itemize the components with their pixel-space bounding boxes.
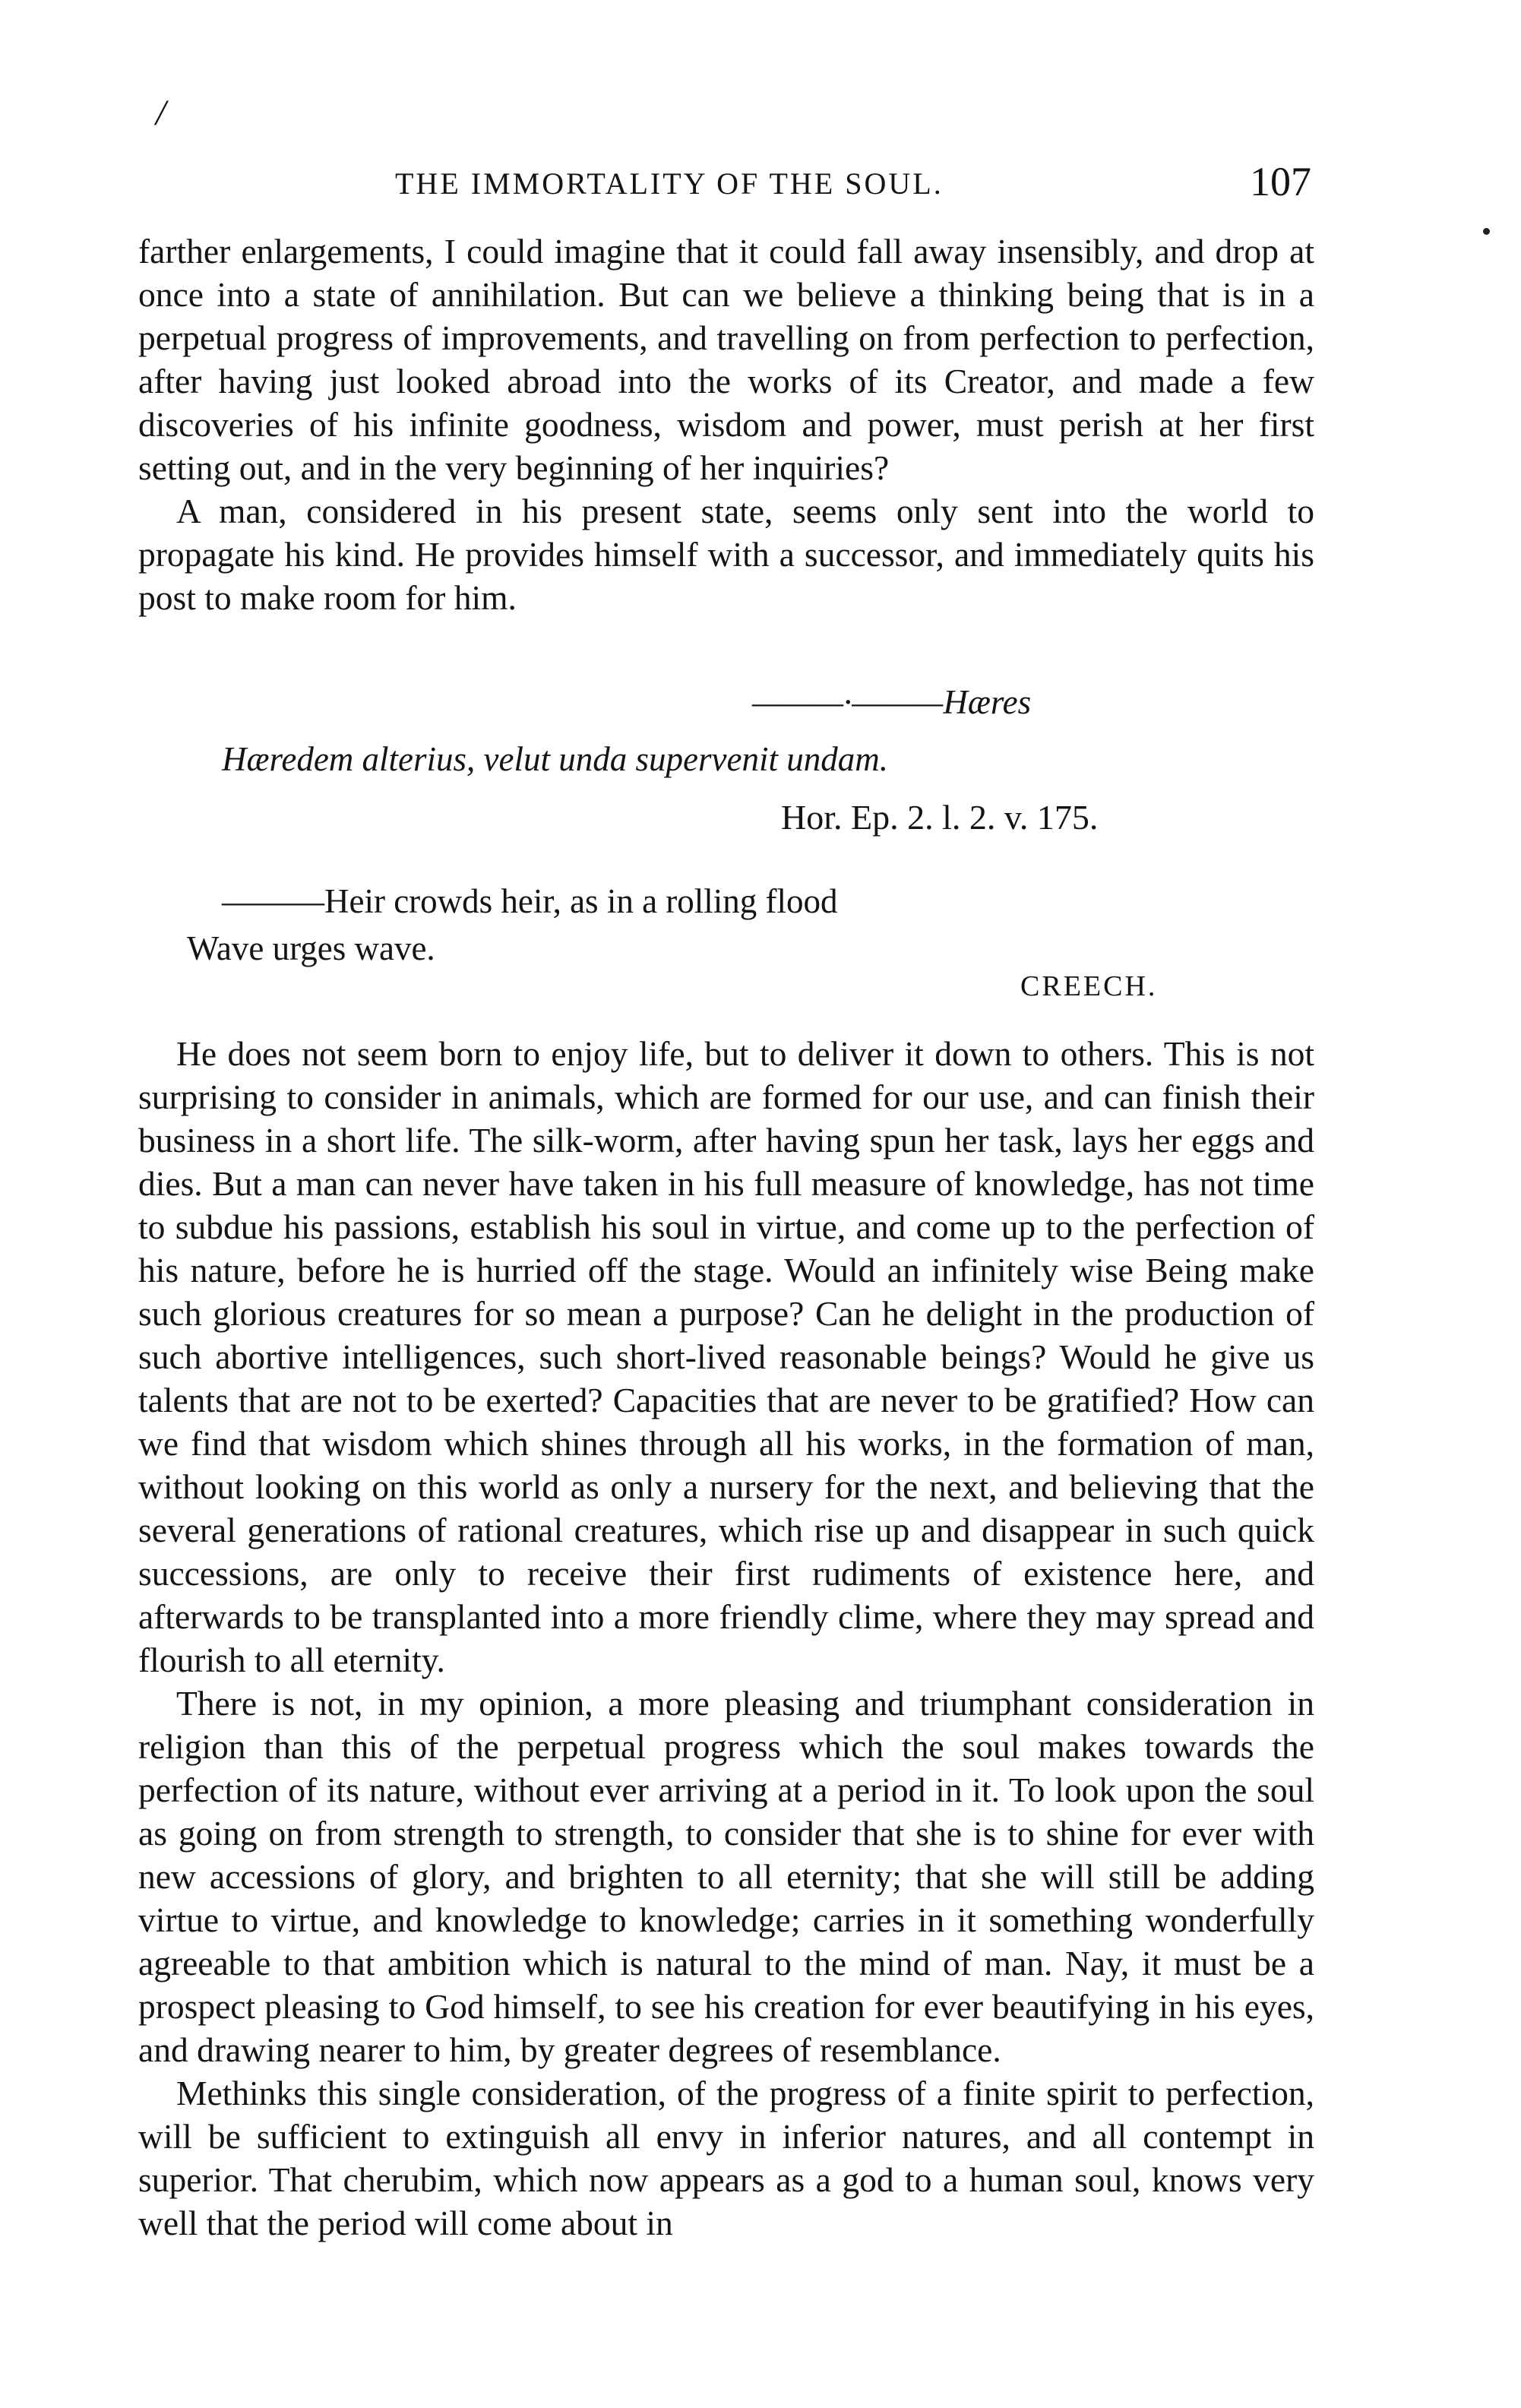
running-title: THE IMMORTALITY OF THE SOUL. bbox=[395, 166, 944, 201]
margin-dot bbox=[1483, 228, 1490, 235]
body-text-before-quote bbox=[138, 229, 1314, 619]
translation-line-2: Wave urges wave. bbox=[187, 929, 435, 967]
paragraph: There is not, in my opinion, a more pleasing and triumphant consideration in religion than this of the perpetual progress which the soul makes towards the perfection of its nature, without ever arriving at a period in it. To look upon the soul as going on from strength to strength, to consider that she is to shine for ever with new accessions of glory, and brighten to all eternity; that she will still be adding virtue to virtue, and knowledge to knowledge; carries in it something wonderfully agreeable to that ambition which is natural to the mind of man. Nay, it must be a prospect pleasing to God himself, to see his creation for ever beautifying in his eyes, and drawing nearer to him, by greater degrees of resemblance. bbox=[138, 1684, 1314, 2069]
page-header bbox=[395, 161, 1330, 214]
page-number: 107 bbox=[1250, 159, 1311, 204]
body-text-after-quote bbox=[138, 1032, 1314, 2245]
latin-quote-source: Hor. Ep. 2. l. 2. v. 175. bbox=[781, 798, 1099, 837]
translation-line-1: ———Heir crowds heir, as in a rolling flood bbox=[222, 882, 838, 920]
paragraph: Methinks this single consideration, of the progress of a finite spirit to perfection, will be sufficient to extinguish all envy in inferior natures, and all contempt in superior. That cherubim, which now appears as a god to a human soul, knows very well that the period will come about in bbox=[138, 2074, 1314, 2242]
translator-name: CREECH. bbox=[1020, 970, 1158, 1002]
latin-quote-attribution: ———·———Hæres bbox=[752, 683, 1032, 721]
latin-quote-verse: Hæredem alterius, velut unda supervenit undam. bbox=[222, 740, 888, 778]
margin-pencil-mark: / bbox=[156, 93, 166, 133]
paragraph-continuation: farther enlargements, I could imagine that it could fall away insensibly, and drop at once into a state of annihilation. But can we believe a thinking being that is in a perpetual progress of improvements, and travelling on from perfection to perfection, after having just looked abroad into the works of its Creator, and made a few discoveries of his infinite goodness, wisdom and power, must perish at her first setting out, and in the very beginning of her inquiries? bbox=[138, 232, 1314, 487]
paragraph: He does not seem born to enjoy life, but to deliver it down to others. This is not surprising to consider in animals, which are formed for our use, and can finish their business in a short life. The silk-worm, after having spun her task, lays her eggs and dies. But a man can never have taken in his full measure of knowledge, has not time to subdue his passions, establish his soul in virtue, and come up to the perfection of his nature, before he is hurried off the stage. Would an infinitely wise Being make such glorious creatures for so mean a purpose? Can he delight in the production of such abortive intelligences, such short-lived reasonable beings? Would he give us talents that are not to be exerted? Capacities that are never to be gratified? How can we find that wisdom which shines through all his works, in the formation of man, without looking on this world as only a nursery for the next, and believing that the several generations of rational creatures, which rise up and disappear in such quick successions, are only to receive their first rudiments of existence here, and afterwards to be transplanted into a more friendly clime, where they may spread and flourish to all eternity. bbox=[138, 1034, 1314, 1679]
paragraph: A man, considered in his present state, seems only sent into the world to propagate his kind. He provides himself with a successor, and immediately quits his post to make room for him. bbox=[138, 492, 1314, 617]
